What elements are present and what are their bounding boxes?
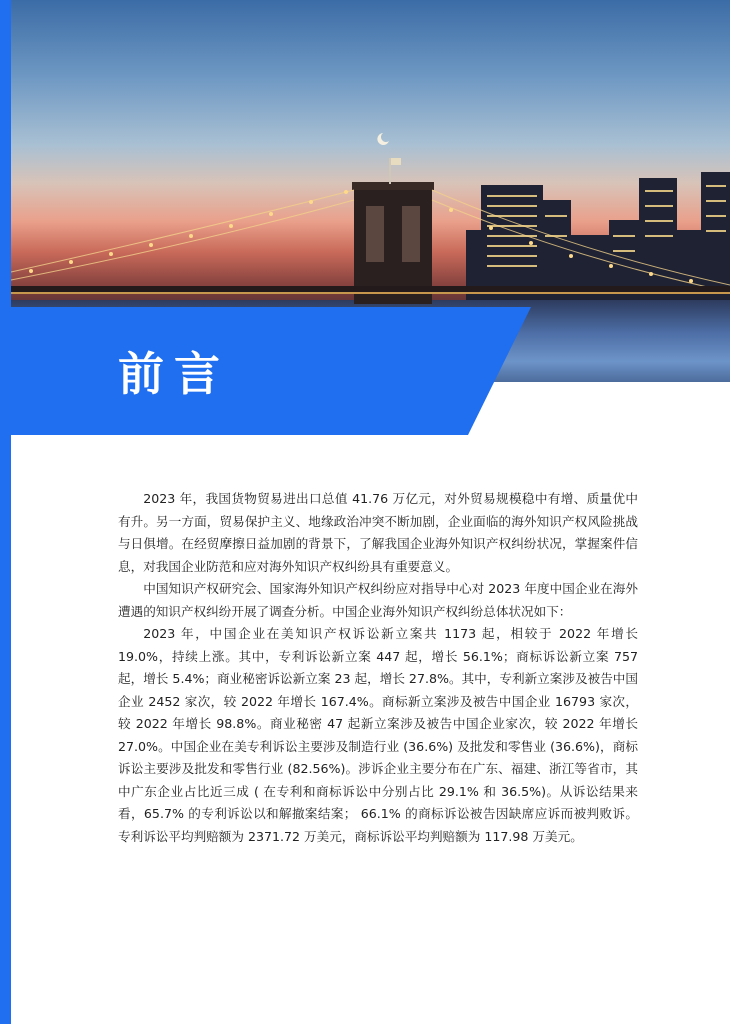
paragraph-1: 2023 年，我国货物贸易进出口总值 41.76 万亿元，对外贸易规模稳中有增、质量优中有升。另一方面，贸易保护主义、地缘政治冲突不断加剧，企业面临的海外知识产权风险挑战与日俱增。在经贸摩擦日益加剧的背景下，了解我国企业海外知识产权纠纷状况，掌握案件信息，对我国企业防范和应对海外知识产权纠纷具有重要意义。 (118, 491, 638, 574)
title-banner-shape (0, 0, 730, 440)
page-title: 前言 (118, 347, 230, 401)
preface-body (118, 488, 638, 848)
paragraph-3: 2023 年，中国企业在美知识产权诉讼新立案共 1173 起，相较于 2022 年增长 19.0%，持续上涨。其中，专利诉讼新立案 447 起，增长 56.1%；商标诉讼新立案 757 起，增长 5.4%；商业秘密诉讼新立案 23 起，增长 27.8%。其中，专利新立案涉及被告中国企业 2452 家次，较 2022 年增长 167.4%。商标新立案涉及被告中国企业 16793 家次，较 2022 年增长 98.8%。商业秘密 47 起新立案涉及被告中国企业家次，较 2022 年增长 27.0%。中国企业在美专利诉讼主要涉及制造行业 (36.6%) 及批发和零售业 (36.6%)，商标诉讼主要涉及批发和零售行业 (82.56%)。涉诉企业主要分布在广东、福建、浙江等省市，其中广东企业占比近三成 ( 在专利和商标诉讼中分别占比 29.1% 和 36.5%)。从诉讼结果来看，65.7% 的专利诉讼以和解撤案结案； 66.1% 的商标诉讼被告因缺席应诉而被判败诉。专利诉讼平均判赔额为 2371.72 万美元，商标诉讼平均判赔额为 117.98 万美元。 (118, 626, 638, 844)
paragraph-2: 中国知识产权研究会、国家海外知识产权纠纷应对指导中心对 2023 年度中国企业在海外遭遇的知识产权纠纷开展了调查分析。中国企业海外知识产权纠纷总体状况如下： (118, 581, 638, 619)
